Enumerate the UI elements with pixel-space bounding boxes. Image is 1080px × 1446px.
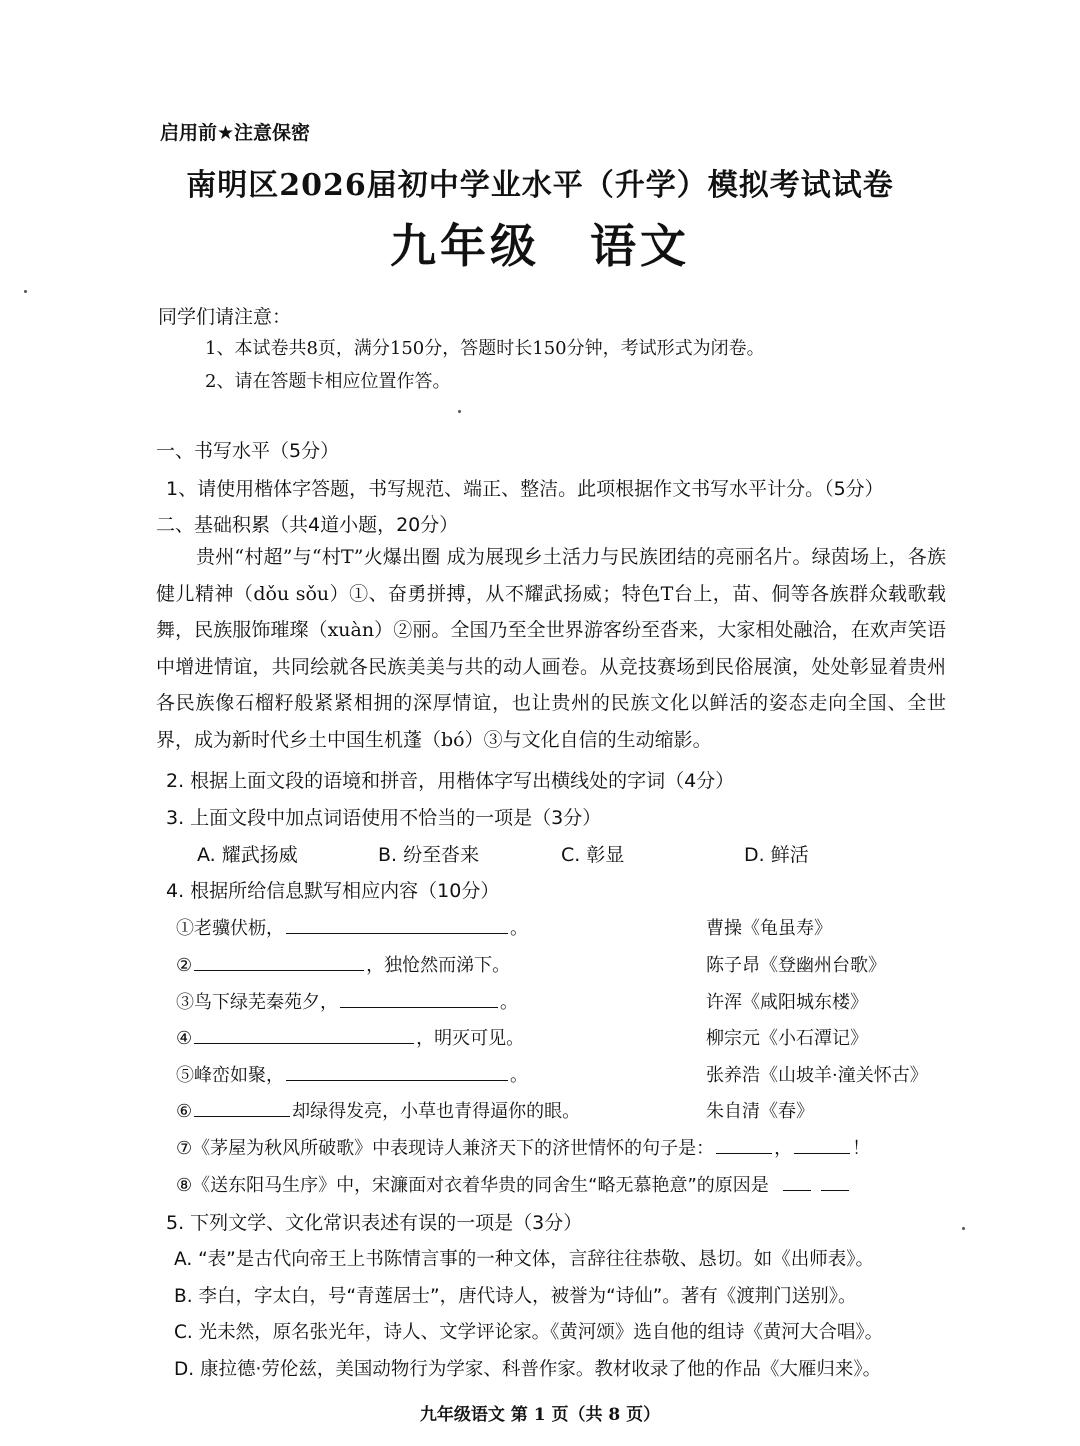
question-5: 5. 下列文学、文化常识表述有误的一项是（3分） xyxy=(166,1212,583,1234)
reading-passage: 贵州“村超”与“村T”火爆出圈 成为展现乡土活力与民族团结的亮丽名片。绿茵场上，各族健儿精神（dǒu sǒu）①、奋勇拼搏，从不耀武扬威；特色T台上，苗、侗等各族群众载歌载舞，民族服饰璀璨（xuàn）②丽。全国乃至全世界游客纷至沓来，大家相处融洽，在欢声笑语中增进情谊，共同绘就各民族美美与共的动人画卷。从竞技赛场到民俗展演，处处彰显着贵州各民族像石榴籽般紧紧相拥的深厚情谊，也让贵州的民族文化以鲜活的姿态走向全国、全世界，成为新时代乡土中国生机蓬（bó）③与文化自信的生动缩影。 xyxy=(156,546,946,751)
answer-blank[interactable] xyxy=(794,1135,850,1154)
section-heading: 一、书写水平（5分） xyxy=(156,440,340,462)
recite-source-6: 朱自清《春》 xyxy=(706,1101,814,1122)
recite-source-4: 柳宗元《小石潭记》 xyxy=(706,1028,868,1049)
grade-subject xyxy=(0,210,1080,276)
question-1: 1、请使用楷体字答题，书写规范、端正、整洁。此项根据作文书写水平计分。（5分） xyxy=(166,478,884,500)
answer-blank[interactable] xyxy=(194,1098,290,1117)
recite-line-2: ② ，独怆然而涕下。 xyxy=(176,951,510,977)
subject-label: 语文 xyxy=(590,219,690,273)
recite-line-7: ⑦《茅屋为秋风所破歌》中表现诗人兼济天下的济世情怀的句子是： ， ！ xyxy=(176,1134,870,1160)
recite-line-5: ⑤峰峦如聚， 。 xyxy=(176,1061,528,1087)
recite-source-1: 曹操《龟虽寿》 xyxy=(706,918,832,939)
q3-option-d: D. 鲜活 xyxy=(744,844,809,866)
notice-item: 1、本试卷共8页，满分150分，答题时长150分钟，考试形式为闭卷。 xyxy=(205,338,765,359)
q5-option-c: C. 光未然，原名张光年，诗人、文学评论家。《黄河颂》选自他的组诗《黄河大合唱》。 xyxy=(174,1322,884,1343)
q3-option-b: B. 纷至沓来 xyxy=(378,844,480,866)
question-2: 2. 根据上面文段的语境和拼音，用楷体字写出横线处的字词（4分） xyxy=(166,770,735,792)
q5-option-a: A. “表”是古代向帝王上书陈情言事的一种文体，言辞往往恭敬、恳切。如《出师表》。 xyxy=(174,1249,875,1270)
scan-speck xyxy=(458,410,461,413)
recite-source-3: 许浑《咸阳城东楼》 xyxy=(706,992,868,1013)
q5-option-d: D. 康拉德·劳伦兹，美国动物行为学家、科普作家。教材收录了他的作品《大雁归来》。 xyxy=(174,1359,882,1380)
grade-label: 九年级 xyxy=(390,219,540,273)
exam-title: 南明区2026届初中学业水平（升学）模拟考试试卷 xyxy=(186,168,894,203)
page-footer: 九年级语文 第 1 页（共 8 页） xyxy=(419,1405,661,1425)
answer-blank[interactable] xyxy=(286,915,508,934)
question-3: 3. 上面文段中加点词语使用不恰当的一项是（3分） xyxy=(166,807,602,829)
recite-source-5: 张养浩《山坡羊·潼关怀古》 xyxy=(706,1065,928,1086)
scan-speck xyxy=(962,1227,965,1230)
q3-option-a: A. 耀武扬威 xyxy=(197,844,298,866)
recite-source-2: 陈子昂《登幽州台歌》 xyxy=(706,955,886,976)
answer-blank[interactable] xyxy=(194,952,364,971)
answer-blank[interactable] xyxy=(821,1172,849,1191)
answer-blank[interactable] xyxy=(716,1135,772,1154)
recite-line-6: ⑥ 却绿得发亮，小草也青得逼你的眼。 xyxy=(176,1097,580,1123)
notice-heading: 同学们请注意： xyxy=(158,306,292,328)
question-4: 4. 根据所给信息默写相应内容（10分） xyxy=(166,880,500,902)
answer-blank[interactable] xyxy=(194,1025,414,1044)
answer-blank[interactable] xyxy=(783,1172,811,1191)
q5-option-b: B. 李白，字太白，号“青莲居士”，唐代诗人，被誉为“诗仙”。著有《渡荆门送别》。 xyxy=(174,1286,857,1307)
recite-line-3: ③鸟下绿芜秦苑夕， 。 xyxy=(176,988,518,1014)
notice-item: 2、请在答题卡相应位置作答。 xyxy=(205,371,451,392)
recite-line-1: ①老骥伏枥， 。 xyxy=(176,914,528,940)
section-heading: 二、基础积累（共4道小题，20分） xyxy=(156,514,459,536)
answer-blank[interactable] xyxy=(286,1062,508,1081)
scan-speck xyxy=(24,290,27,293)
answer-blank[interactable] xyxy=(340,989,498,1008)
secret-mark: 启用前★注意保密 xyxy=(160,122,311,144)
q3-option-c: C. 彰显 xyxy=(561,844,625,866)
recite-line-4: ④ ，明灭可见。 xyxy=(176,1024,524,1050)
recite-line-8: ⑧《送东阳马生序》中，宋濂面对衣着华贵的同舍生“略无慕艳意”的原因是 xyxy=(176,1171,851,1197)
